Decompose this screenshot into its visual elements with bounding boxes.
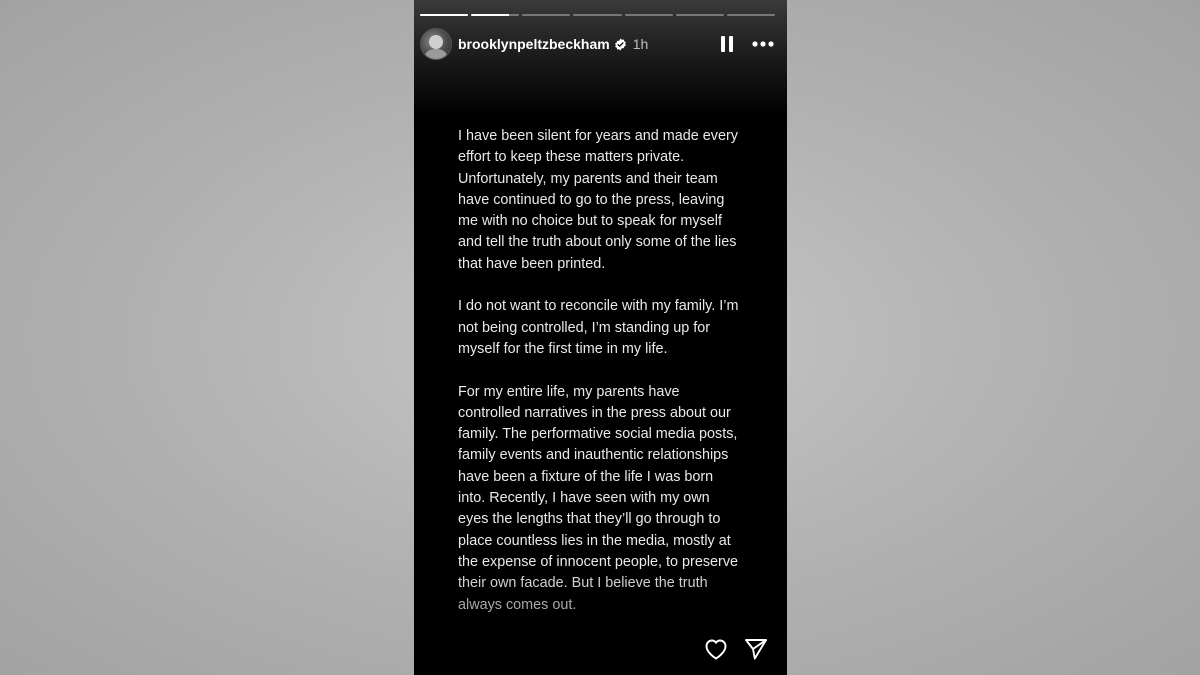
paragraph-3-main: For my entire life, my parents have controlled narratives in the press about our family. The performative social media posts, family events and inauthentic relationships have been a fixture of the life I was born into. Recently, I have seen with my own eyes the lengths that they’ll go through to place countless lies in the media, mostly at the expense of innocent people, to preserve [458,383,739,570]
pause-button[interactable] [715,32,739,56]
story-header [420,28,775,60]
share-button[interactable] [743,636,769,662]
send-icon [744,638,768,660]
progress-segment-2 [471,14,519,16]
progress-segment-7 [727,14,775,16]
story-paragraph-2: I do not want to reconcile with my family. I’m not being controlled, I’m standing up for myself for the first time in my life. [458,298,739,357]
progress-segment-3 [522,14,570,16]
paragraph-3-fade-1: their own facade. But I believe the truth [458,575,708,592]
like-button[interactable] [703,636,729,662]
username[interactable]: brooklynpeltzbeckham [458,36,610,52]
paragraph-3-fade-2: always comes out. [458,596,577,613]
story-progress-bar [420,14,775,16]
progress-segment-4 [573,14,621,16]
more-horizontal-icon [752,41,774,47]
post-time: 1h [632,36,649,52]
story-paragraph-3 [458,382,743,616]
progress-segment-1 [420,14,468,16]
story-paragraph-1: I have been silent for years and made every effort to keep these matters private. Unfortunately, my parents and their team have continued to go to the press, leaving me with no choice but to speak for myself and tell the truth about only some of the lies that have been printed. [458,128,738,272]
progress-segment-6 [676,14,724,16]
story-viewer[interactable] [414,0,787,675]
avatar[interactable] [420,28,452,60]
heart-icon [704,638,728,660]
more-options-button[interactable] [751,32,775,56]
story-text [458,126,743,616]
verified-badge-icon [614,38,627,51]
story-actions [703,636,769,662]
pause-icon [720,35,734,53]
progress-segment-5 [625,14,673,16]
